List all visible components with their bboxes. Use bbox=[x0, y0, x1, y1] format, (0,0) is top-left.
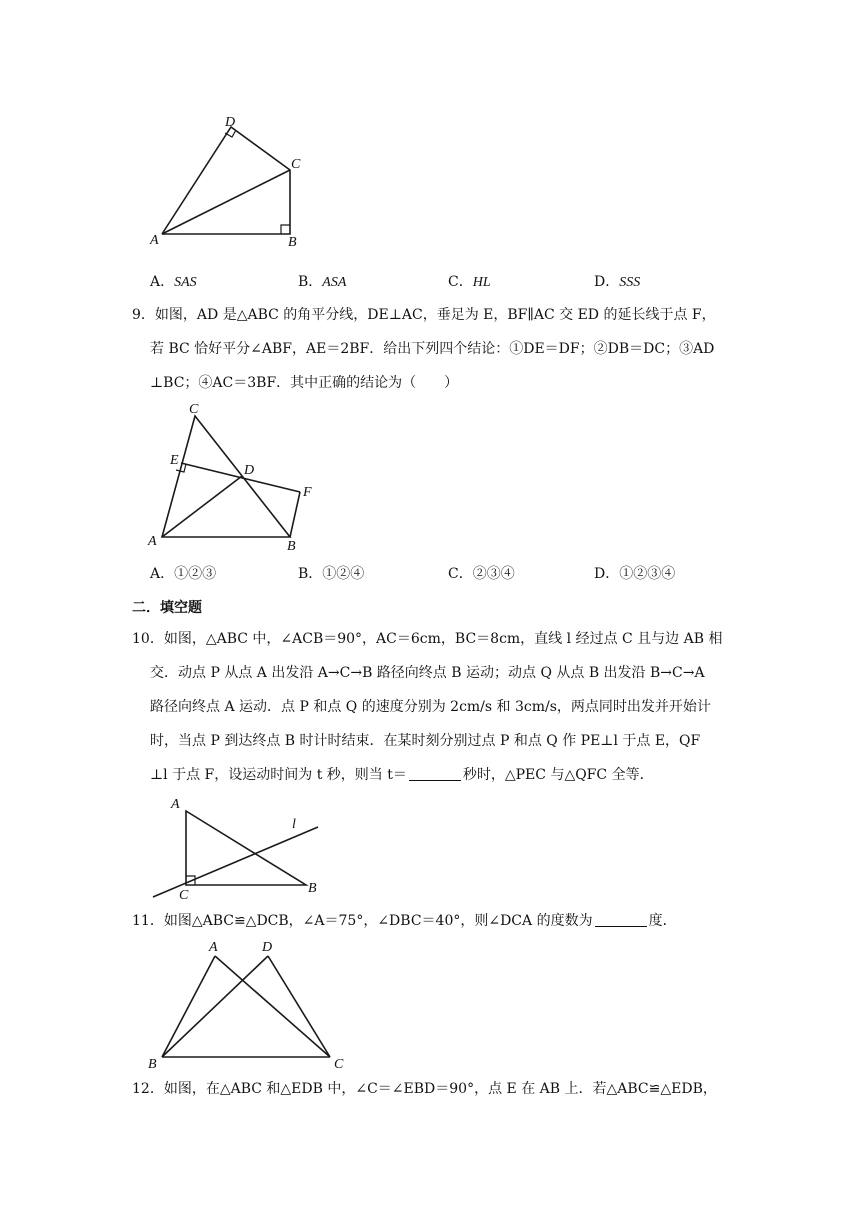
q10-line-l bbox=[153, 827, 318, 897]
q8-figure bbox=[140, 110, 320, 255]
q11-answer-blank[interactable] bbox=[595, 912, 647, 927]
q8-label-c: C bbox=[291, 157, 301, 172]
q8-label-a: A bbox=[150, 233, 159, 248]
q10-figure bbox=[145, 790, 335, 903]
q8-label-b: B bbox=[288, 235, 297, 250]
q10-label-c: C bbox=[179, 888, 189, 903]
q10-triangle-abc bbox=[186, 811, 306, 885]
q11-label-d: D bbox=[262, 940, 273, 955]
q12-text: 12．如图，在△ABC 和△EDB 中，∠C＝∠EBD＝90°，点 E 在 AB 上．若△ABC≌△EDB， bbox=[132, 1081, 717, 1097]
q9-figure bbox=[140, 395, 330, 555]
q9-text-line-3: ⊥BC；④AC＝3BF．其中正确的结论为（ ） bbox=[150, 375, 459, 391]
q9-segment-ef bbox=[181, 463, 300, 492]
q9-option-d: D．①②③④ bbox=[594, 566, 676, 582]
q10-text-line-2: 交．动点 P 从点 A 出发沿 A→C→B 路径向终点 B 运动；动点 Q 从点 B 出发沿 B→C→A bbox=[150, 665, 705, 681]
q10-text-line-4: 时，当点 P 到达终点 B 时计时结束．在某时刻分别过点 P 和点 Q 作 PE⊥l 于点 E，QF bbox=[150, 733, 701, 749]
q9-label-f: F bbox=[303, 485, 312, 500]
q9-segment-ad bbox=[162, 476, 242, 537]
q8-diagonal-ac bbox=[162, 170, 290, 234]
q11-label-c: C bbox=[334, 1057, 344, 1072]
q8-label-d: D bbox=[225, 115, 236, 130]
q10-label-l: l bbox=[292, 817, 296, 832]
q9-option-b: B．①②④ bbox=[298, 566, 365, 582]
q9-label-c: C bbox=[189, 402, 199, 417]
q9-triangle-abc bbox=[162, 416, 290, 537]
q8-option-d: D．SSS bbox=[594, 274, 641, 290]
q10-text-line-5: ⊥l 于点 F，设运动时间为 t 秒，则当 t＝ 秒时，△PEC 与△QFC 全等． bbox=[150, 767, 654, 783]
q10-text-line-1: 10．如图，△ABC 中，∠ACB＝90°，AC＝6cm，BC＝8cm，直线 l 经过点 C 且与边 AB 相 bbox=[132, 631, 723, 647]
q9-option-a: A．①②③ bbox=[150, 566, 217, 582]
q8-option-c: C．HL bbox=[448, 274, 491, 290]
q9-text-line-2: 若 BC 恰好平分∠ABF，AE＝2BF．给出下列四个结论：①DE＝DF；②DB＝DC；③AD bbox=[150, 341, 715, 357]
q10-label-a: A bbox=[171, 797, 180, 812]
q11-segment-bd bbox=[162, 956, 268, 1057]
q11-segment-dc bbox=[268, 956, 330, 1057]
q10-label-b: B bbox=[308, 881, 317, 896]
q11-label-a: A bbox=[209, 940, 218, 955]
q8-right-angle-b bbox=[281, 225, 290, 234]
q10-answer-blank[interactable] bbox=[409, 766, 461, 781]
q9-label-d: D bbox=[244, 463, 255, 478]
q11-figure bbox=[140, 930, 355, 1075]
q10-text-line-3: 路径向终点 A 运动．点 P 和点 Q 的速度分别为 2cm/s 和 3cm/s，两点同时出发并开始计 bbox=[150, 699, 711, 715]
q9-label-a: A bbox=[148, 534, 157, 549]
q11-segment-ba bbox=[162, 956, 215, 1057]
q9-label-b: B bbox=[287, 539, 296, 554]
q8-option-a: A．SAS bbox=[150, 274, 197, 290]
q9-text-line-1: 9．如图，AD 是△ABC 的角平分线，DE⊥AC，垂足为 E，BF∥AC 交 ED 的延长线于点 F， bbox=[132, 307, 716, 323]
q8-option-b: B．ASA bbox=[298, 274, 347, 290]
q8-quadrilateral bbox=[162, 127, 290, 234]
q11-label-b: B bbox=[148, 1057, 157, 1072]
q9-label-e: E bbox=[170, 453, 179, 468]
q9-option-c: C．②③④ bbox=[448, 566, 515, 582]
section-fill-in-heading: 二．填空题 bbox=[132, 600, 202, 616]
q11-text: 11．如图△ABC≌△DCB，∠A＝75°，∠DBC＝40°，则∠DCA 的度数为 度． bbox=[132, 913, 677, 929]
q9-segment-bf bbox=[290, 492, 300, 537]
q8-right-angle-d bbox=[225, 130, 236, 137]
q11-segment-ac bbox=[215, 956, 330, 1057]
